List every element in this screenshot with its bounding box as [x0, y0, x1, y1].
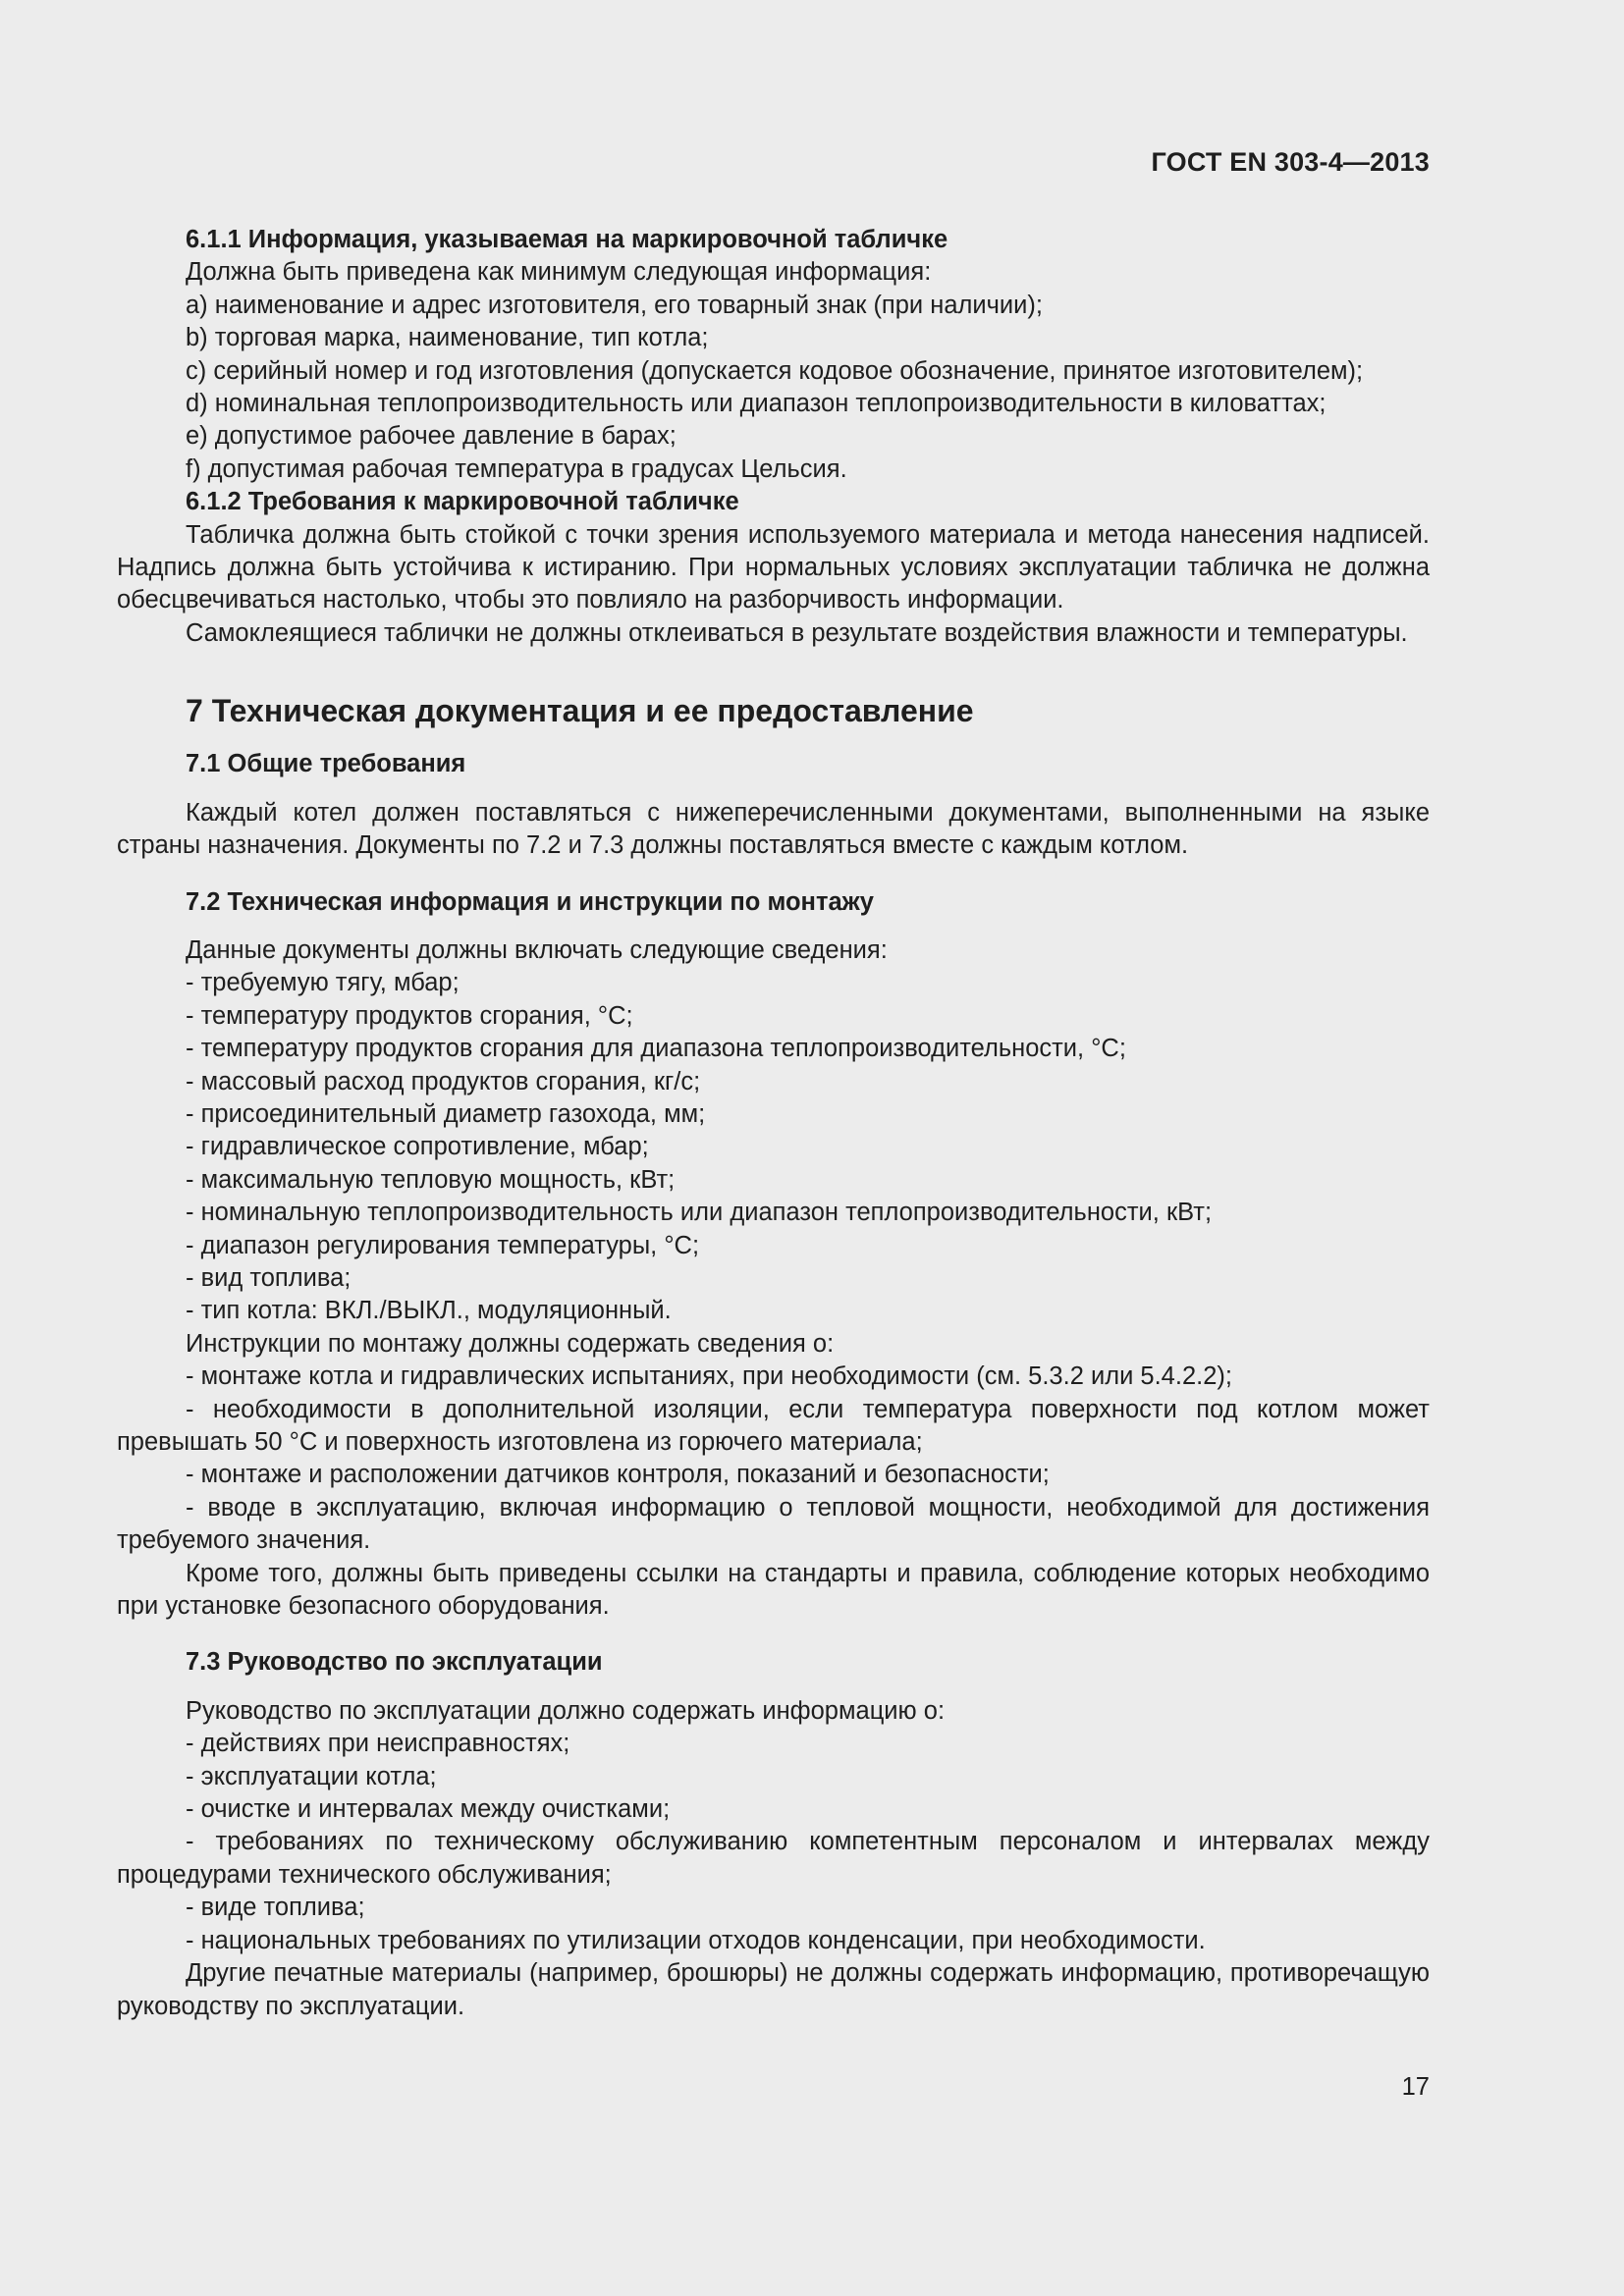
- section-6-1-1-intro: Должна быть приведена как минимум следующая информация:: [186, 258, 932, 287]
- list-item: - национальных требованиях по утилизации отходов конденсации, при необходимости.: [186, 1926, 1206, 1954]
- list-item: - действиях при неисправностях;: [186, 1730, 570, 1758]
- list-item: - гидравлическое сопротивление, мбар;: [186, 1133, 649, 1161]
- list-item: c) серийный номер и год изготовления (допускается кодовое обозначение, принятое изготовителем);: [186, 356, 1364, 385]
- list-item: - вид топлива;: [186, 1263, 352, 1292]
- list-item: - необходимости в дополнительной изоляции, если температура поверхности под котлом может превышать 50 °С и поверхность изготовлена из горючего материала;: [117, 1395, 1430, 1456]
- document-code: ГОСТ EN 303-4—2013: [1151, 147, 1430, 177]
- list-item: - очистке и интервалах между очистками;: [186, 1795, 671, 1824]
- section-7-3-intro: Руководство по эксплуатации должно содержать информацию о:: [186, 1696, 946, 1725]
- page-number: 17: [1401, 2073, 1430, 2101]
- section-7-title: 7 Техническая документация и ее предоставление: [186, 693, 974, 729]
- section-7-2-title: 7.2 Техническая информация и инструкции по монтажу: [186, 887, 874, 916]
- list-item: - требованиях по техническому обслуживанию компетентным персоналом и интервалах между процедурами технического обслуживания;: [117, 1828, 1430, 1889]
- paragraph: Табличка должна быть стойкой с точки зрения используемого материала и метода нанесения надписей. Надпись должна быть устойчива к истиранию. При нормальных условиях эксплуатации табличка не должна обесцвечиваться настолько, чтобы это повлияло на разборчивость информации.: [117, 520, 1430, 614]
- list-item: - требуемую тягу, мбар;: [186, 969, 460, 997]
- list-item: a) наименование и адрес изготовителя, его товарный знак (при наличии);: [186, 291, 1043, 319]
- section-7-1-title: 7.1 Общие требования: [186, 750, 466, 778]
- list-item: - эксплуатации котла;: [186, 1762, 437, 1790]
- page-body: [117, 224, 1430, 2023]
- list-item: - монтаже и расположении датчиков контроля, показаний и безопасности;: [186, 1461, 1050, 1489]
- paragraph: Каждый котел должен поставляться с нижеперечисленными документами, выполненными на языке страны назначения. Документы по 7.2 и 7.3 должны поставляться вместе с каждым котлом.: [117, 798, 1430, 860]
- paragraph: Другие печатные материалы (например, брошюры) не должны содержать информацию, противоречащую руководству по эксплуатации.: [117, 1959, 1430, 2020]
- list-item: b) торговая марка, наименование, тип котла;: [186, 324, 709, 352]
- list-item: - температуру продуктов сгорания для диапазона теплопроизводительности, °С;: [186, 1035, 1126, 1063]
- list-item: f) допустимая рабочая температура в градусах Цельсия.: [186, 454, 847, 483]
- list-item: - присоединительный диаметр газохода, мм;: [186, 1099, 706, 1128]
- section-6-1-2-title: 6.1.2 Требования к маркировочной табличке: [186, 488, 739, 516]
- section-7-2-intro: Данные документы должны включать следующие сведения:: [186, 935, 888, 964]
- section-6-1-1-title: 6.1.1 Информация, указываемая на маркировочной табличке: [186, 226, 948, 253]
- list-item: - тип котла: ВКЛ./ВЫКЛ., модуляционный.: [186, 1297, 672, 1325]
- list-item: - диапазон регулирования температуры, °С;: [186, 1231, 700, 1259]
- section-7-3-title: 7.3 Руководство по эксплуатации: [186, 1648, 603, 1677]
- list-item: - максимальную тепловую мощность, кВт;: [186, 1165, 676, 1194]
- list-item: - вводе в эксплуатацию, включая информацию о тепловой мощности, необходимой для достижения требуемого значения.: [117, 1493, 1430, 1555]
- list-item: - монтаже котла и гидравлических испытаниях, при необходимости (см. 5.3.2 или 5.4.2.2);: [186, 1362, 1232, 1391]
- list-item: - виде топлива;: [186, 1894, 365, 1922]
- list-item: - массовый расход продуктов сгорания, кг/с;: [186, 1067, 701, 1095]
- list-item: d) номинальная теплопроизводительность или диапазон теплопроизводительности в киловаттах;: [186, 390, 1326, 418]
- paragraph: Кроме того, должны быть приведены ссылки на стандарты и правила, соблюдение которых необходимо при установке безопасного оборудования.: [117, 1559, 1430, 1621]
- list-item: - температуру продуктов сгорания, °С;: [186, 1001, 633, 1030]
- list-item: e) допустимое рабочее давление в барах;: [186, 422, 677, 451]
- section-7-2-intro2: Инструкции по монтажу должны содержать сведения о:: [186, 1329, 835, 1358]
- paragraph: Самоклеящиеся таблички не должны отклеиваться в результате воздействия влажности и температуры.: [186, 618, 1408, 647]
- list-item: - номинальную теплопроизводительность или диапазон теплопроизводительности, кВт;: [186, 1199, 1213, 1227]
